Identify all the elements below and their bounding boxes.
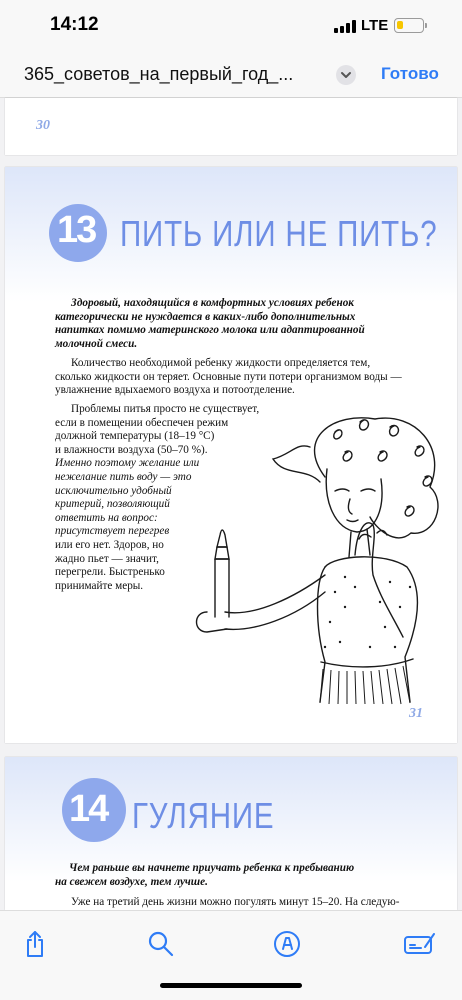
page-31 [5, 167, 457, 743]
markup-icon[interactable] [272, 929, 302, 959]
signal-icon [334, 20, 356, 33]
paragraph-1: Количество необходимой ребенку жидкости определяется тем, сколько жидкости он теряет. Основные пути потери организмом воды — увлажнение вдыхаемого воздуха и потоотделение. [55, 357, 402, 397]
lead-text: Здоровый, находящийся в комфортных условиях ребенок категорически не нуждается в каких-либо дополнительных напитках помимо материнского молока или адаптированной молочной смеси. [55, 297, 365, 350]
search-icon[interactable] [146, 929, 176, 959]
done-button[interactable]: Готово [381, 64, 439, 83]
chevron-down-icon[interactable] [336, 65, 356, 85]
network-label: LTE [361, 17, 389, 34]
chapter-title: ПИТЬ ИЛИ НЕ ПИТЬ? [120, 213, 438, 254]
page-number: 30 [36, 118, 50, 133]
chapter-number: 13 [57, 209, 96, 251]
nav-bar [0, 52, 462, 98]
home-indicator [160, 983, 302, 988]
page-30 [5, 98, 457, 155]
chapter-number: 14 [69, 788, 108, 830]
chapter-title: ГУЛЯНИЕ [132, 795, 275, 836]
page-number: 31 [409, 706, 423, 721]
battery-icon [394, 18, 424, 33]
girl-with-bottle-illustration [185, 407, 450, 707]
paragraph-1: Уже на третий день жизни можно погулять минут 15–20. На следую- [71, 896, 400, 908]
share-icon[interactable] [20, 929, 50, 959]
battery-tip [425, 23, 427, 28]
document-title[interactable]: 365_советов_на_первый_год_... [24, 64, 294, 84]
status-bar [0, 0, 462, 52]
page-32 [5, 757, 457, 910]
paragraph-2: Проблемы питья просто не существует, если в помещении обеспечен режим должной температуры (18–19 °C) и влажности воздуха (50–70 %). Именно поэтому желание или нежелание пить воду — это исключительно удобный критерий, позволяющий ответить на вопрос: присутствует перегрев или его нет. Здоров, но жадно пьет — значит, перегрели. Быстренько принимайте меры. [55, 403, 260, 592]
lead-text: Чем раньше вы начнете приучать ребенка к пребыванию на свежем воздухе, тем лучше. [55, 862, 355, 888]
annotate-icon[interactable] [403, 929, 433, 959]
status-time: 14:12 [50, 14, 99, 35]
